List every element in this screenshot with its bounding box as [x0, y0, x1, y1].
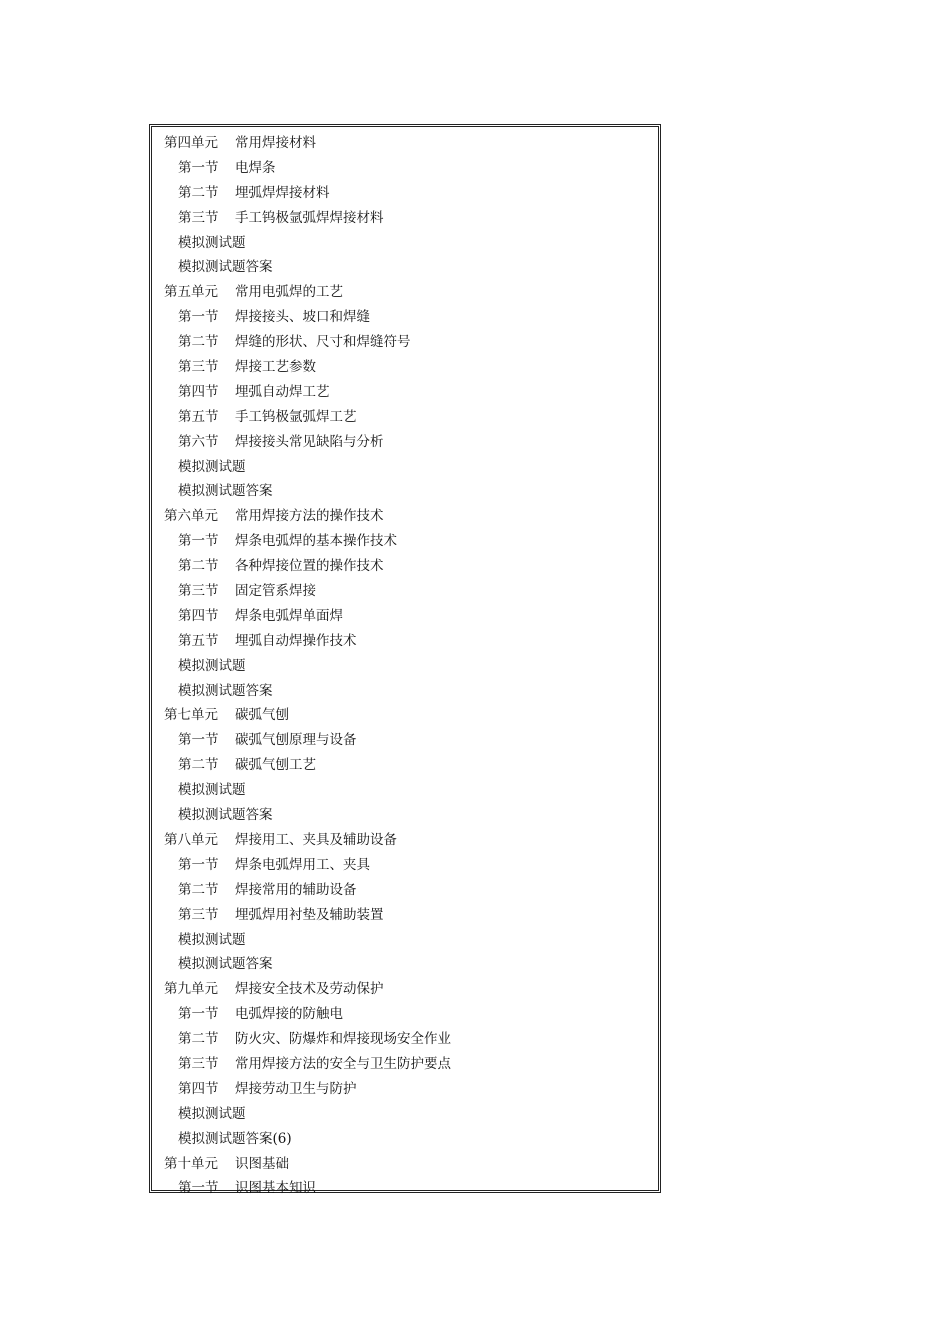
toc-entry-number: 第三节	[178, 359, 219, 376]
toc-entry-title: 模拟测试题	[178, 458, 246, 475]
toc-section-item	[152, 181, 658, 206]
toc-entry-number: 第二节	[178, 1031, 219, 1048]
toc-entry-title: 常用焊接方法的操作技术	[235, 508, 384, 525]
toc-entry-title: 模拟测试题答案	[178, 483, 273, 500]
toc-entry-title: 模拟测试题	[178, 234, 246, 251]
toc-entry-number: 第四单元	[164, 135, 218, 151]
toc-section-item	[152, 1102, 658, 1127]
toc-section-item	[152, 604, 658, 629]
toc-entry-number: 第二节	[178, 558, 219, 575]
toc-entry-number: 第二节	[178, 334, 219, 351]
toc-section-item	[152, 255, 658, 280]
toc-entry-number: 第五节	[178, 632, 219, 649]
toc-section-item	[152, 629, 658, 654]
toc-entry-number: 第三节	[178, 906, 219, 923]
toc-section-item	[152, 1176, 658, 1201]
toc-section-item	[152, 1052, 658, 1077]
toc-section-item	[152, 330, 658, 355]
toc-entry-number: 第四节	[178, 383, 219, 400]
toc-entry-title: 模拟测试题	[178, 782, 246, 799]
toc-entry-number: 第一节	[178, 1006, 219, 1023]
toc-section-item	[152, 1002, 658, 1027]
toc-entry-number: 第五节	[178, 408, 219, 425]
toc-entry-title: 模拟测试题答案	[178, 682, 273, 699]
toc-section-item	[152, 952, 658, 977]
toc-entry-title: 手工钨极氩弧焊焊接材料	[235, 209, 384, 226]
toc-section-item	[152, 928, 658, 953]
toc-entry-number: 第六节	[178, 433, 219, 450]
toc-entry-title: 电弧焊接的防触电	[235, 1006, 343, 1023]
toc-entry-number: 第二节	[178, 757, 219, 774]
toc-entry-title: 焊接接头、坡口和焊缝	[235, 309, 370, 326]
toc-entry-title: 碳弧气刨原理与设备	[235, 732, 357, 749]
toc-entry-title: 模拟测试题答案	[178, 956, 273, 973]
toc-entry-title: 常用焊接方法的安全与卫生防护要点	[235, 1055, 451, 1072]
toc-section-item	[152, 305, 658, 330]
toc-entry-number: 第二节	[178, 881, 219, 898]
toc-section-item	[152, 156, 658, 181]
toc-section-item	[152, 1027, 658, 1052]
toc-entry-title: 埋弧自动焊操作技术	[235, 632, 357, 649]
toc-section-item	[152, 753, 658, 778]
toc-entry-title: 模拟测试题	[178, 931, 246, 948]
toc-entry-number: 第五单元	[164, 284, 218, 301]
toc-entry-title: 焊接工艺参数	[235, 359, 316, 376]
toc-entry-number: 第三节	[178, 583, 219, 600]
toc-entry-number: 第九单元	[164, 981, 218, 998]
toc-entry-number: 第一节	[178, 533, 219, 550]
toc-unit-heading	[152, 828, 658, 853]
toc-entry-title: 手工钨极氩弧焊工艺	[235, 408, 357, 425]
toc-unit-heading	[152, 703, 658, 728]
toc-entry-title: 焊接用工、夹具及辅助设备	[235, 831, 397, 848]
toc-entry-title: 焊接接头常见缺陷与分析	[235, 433, 384, 450]
toc-section-item	[152, 878, 658, 903]
toc-section-item	[152, 455, 658, 480]
table-of-contents	[149, 124, 661, 1197]
toc-entry-title: 识图基本知识	[235, 1180, 316, 1197]
toc-entry-title: 碳弧气刨工艺	[235, 757, 316, 774]
toc-section-item	[152, 803, 658, 828]
toc-section-item	[152, 405, 658, 430]
toc-entry-title: 模拟测试题答案	[178, 259, 273, 276]
toc-entry-number: 第三节	[178, 209, 219, 226]
toc-entry-number: 第四节	[178, 1080, 219, 1097]
toc-unit-heading	[152, 504, 658, 529]
toc-entry-title: 焊条电弧焊用工、夹具	[235, 856, 370, 873]
toc-section-item	[152, 778, 658, 803]
toc-entry-title: 焊接安全技术及劳动保护	[235, 981, 384, 998]
toc-entry-title: 模拟测试题答案(6)	[178, 1130, 292, 1147]
toc-entry-number: 第一节	[178, 159, 219, 176]
toc-section-item	[152, 654, 658, 679]
toc-section-item	[152, 529, 658, 554]
toc-section-item	[152, 1077, 658, 1102]
toc-entry-title: 常用焊接材料	[235, 135, 316, 151]
toc-entry-title: 模拟测试题	[178, 657, 246, 674]
toc-unit-heading	[152, 280, 658, 305]
toc-unit-heading	[152, 131, 658, 156]
toc-entry-title: 模拟测试题答案	[178, 807, 273, 824]
toc-section-item	[152, 430, 658, 455]
toc-entry-title: 焊接常用的辅助设备	[235, 881, 357, 898]
toc-entry-title: 焊条电弧焊的基本操作技术	[235, 533, 397, 550]
toc-entry-number: 第一节	[178, 732, 219, 749]
toc-entry-number: 第十单元	[164, 1155, 218, 1172]
toc-entry-title: 电焊条	[235, 159, 276, 176]
toc-unit-heading	[152, 1152, 658, 1177]
toc-entry-number: 第二节	[178, 184, 219, 201]
toc-entry-title: 焊条电弧焊单面焊	[235, 607, 343, 624]
toc-entry-number: 第六单元	[164, 508, 218, 525]
toc-section-item	[152, 853, 658, 878]
toc-entry-number: 第一节	[178, 1180, 219, 1197]
toc-section-item	[152, 206, 658, 231]
toc-entry-title: 防火灾、防爆炸和焊接现场安全作业	[235, 1031, 451, 1048]
toc-entry-title: 固定管系焊接	[235, 583, 316, 600]
toc-list	[152, 131, 658, 1201]
toc-entry-title: 识图基础	[235, 1155, 289, 1172]
toc-section-item	[152, 554, 658, 579]
toc-section-item	[152, 355, 658, 380]
toc-section-item	[152, 1127, 658, 1152]
toc-entry-title: 埋弧焊焊接材料	[235, 184, 330, 201]
toc-entry-title: 埋弧焊用衬垫及辅助装置	[235, 906, 384, 923]
toc-entry-number: 第一节	[178, 856, 219, 873]
toc-entry-title: 模拟测试题	[178, 1105, 246, 1122]
toc-entry-title: 常用电弧焊的工艺	[235, 284, 343, 301]
toc-entry-title: 焊接劳动卫生与防护	[235, 1080, 357, 1097]
toc-entry-number: 第四节	[178, 607, 219, 624]
toc-section-item	[152, 380, 658, 405]
toc-entry-title: 焊缝的形状、尺寸和焊缝符号	[235, 334, 411, 351]
toc-section-item	[152, 579, 658, 604]
toc-entry-number: 第三节	[178, 1055, 219, 1072]
toc-section-item	[152, 728, 658, 753]
toc-entry-title: 碳弧气刨	[235, 707, 289, 724]
toc-entry-title: 各种焊接位置的操作技术	[235, 558, 384, 575]
toc-entry-number: 第一节	[178, 309, 219, 326]
toc-section-item	[152, 479, 658, 504]
toc-section-item	[152, 679, 658, 704]
toc-entry-number: 第七单元	[164, 707, 218, 724]
toc-entry-title: 埋弧自动焊工艺	[235, 383, 330, 400]
toc-unit-heading	[152, 977, 658, 1002]
toc-entry-number: 第八单元	[164, 831, 218, 848]
toc-section-item	[152, 903, 658, 928]
toc-section-item	[152, 231, 658, 256]
